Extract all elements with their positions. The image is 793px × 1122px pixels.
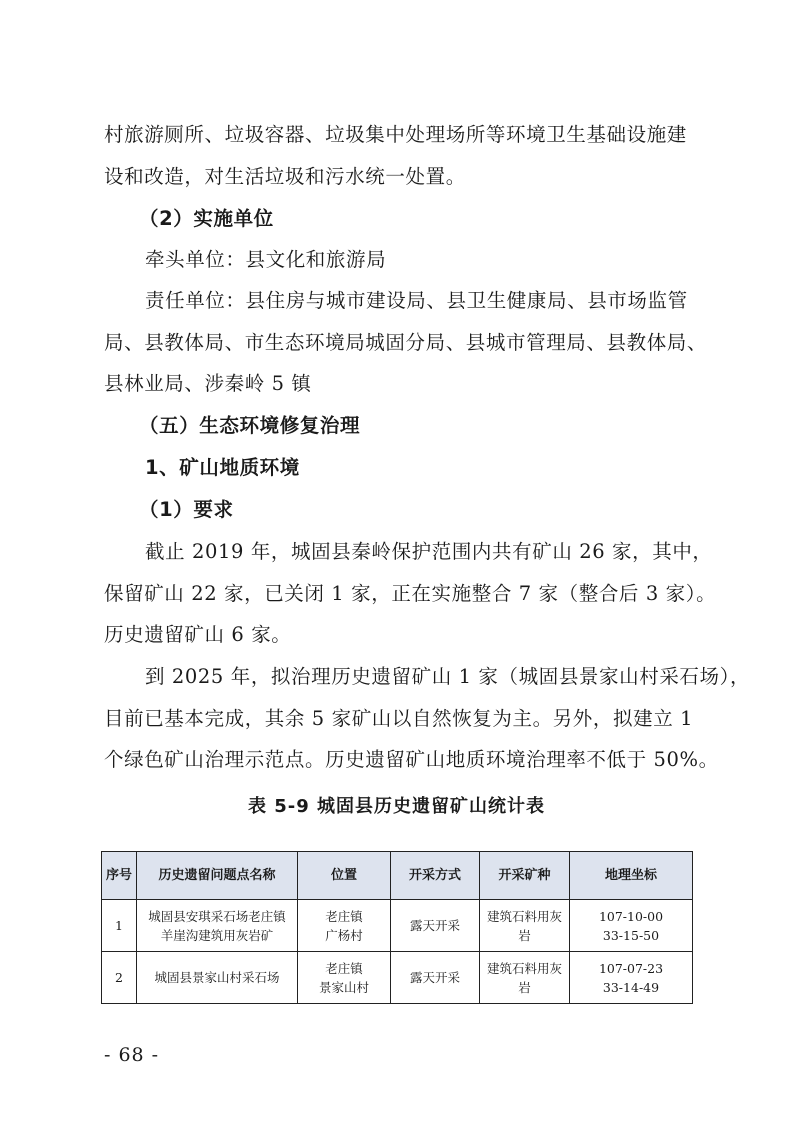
historic-mines-table [101,851,693,1004]
cell-coordinate-line: 33-14-49 [602,979,660,995]
column-header-mineral: 开采矿种 [480,852,570,900]
cell-name-line: 羊崖沟建筑用灰岩矿 [160,927,274,943]
section-heading-ecological-restoration: （五）生态环境修复治理 [139,414,361,437]
cell-name [137,952,298,1004]
cell-coordinate-line: 33-15-50 [602,927,660,943]
cell-name-line: 城固县景家山村采石场 [154,970,280,985]
cell-mineral [480,900,570,952]
column-header-name: 历史遗留问题点名称 [137,852,298,900]
subheading-implementation-units: （2）实施单位 [139,207,274,230]
cell-name-line: 城固县安琪采石场老庄镇 [148,908,286,924]
cell-location-line: 景家山村 [318,979,369,995]
subheading-requirements: （1）要求 [139,498,234,521]
cell-mineral-line: 岩 [518,979,531,995]
responsible-units-line: 县林业局、涉秦岭 5 镇 [104,372,312,395]
paragraph-line: 村旅游厕所、垃圾容器、垃圾集中处理场所等环境卫生基础设施建 [104,123,687,146]
column-header-location: 位置 [298,852,391,900]
lead-unit-text: 牵头单位：县文化和旅游局 [145,248,387,271]
cell-number: 2 [102,952,137,1004]
goal-line: 到 2025 年，拟治理历史遗留矿山 1 家（城固县景家山村采石场）， [145,665,751,688]
goal-line: 个绿色矿山治理示范点。历史遗留矿山地质环境治理率不低于 50%。 [104,748,719,771]
page-number: - 68 - [104,1044,160,1066]
responsible-units-line: 责任单位：县住房与城市建设局、县卫生健康局、县市场监管 [145,289,688,312]
cell-number: 1 [102,900,137,952]
table-row [102,900,693,952]
cell-location-line: 广杨村 [325,927,363,943]
cell-coordinate-line: 107-07-23 [598,960,664,976]
cell-method: 露天开采 [391,952,480,1004]
table-header-row [102,852,693,900]
cell-mineral-line: 建筑石料用灰 [486,960,562,976]
goal-line: 目前已基本完成，其余 5 家矿山以自然恢复为主。另外，拟建立 1 [104,707,694,730]
cell-coordinates [570,900,693,952]
cell-location [298,900,391,952]
column-header-number: 序号 [102,852,137,900]
cell-location-line: 老庄镇 [325,908,363,924]
cell-mineral-line: 建筑石料用灰 [486,908,562,924]
table-row [102,952,693,1004]
subsection-heading-mine-geology: 1、矿山地质环境 [145,456,300,479]
cell-coordinates [570,952,693,1004]
responsible-units-line: 局、县教体局、市生态环境局城固分局、县城市管理局、县教体局、 [104,331,708,354]
cell-location [298,952,391,1004]
requirements-line: 保留矿山 22 家，已关闭 1 家，正在实施整合 7 家（整合后 3 家）。 [104,582,717,605]
table-caption: 表 5-9 城固县历史遗留矿山统计表 [247,796,546,817]
paragraph-line: 设和改造，对生活垃圾和污水统一处置。 [104,165,466,188]
requirements-line: 截止 2019 年，城固县秦岭保护范围内共有矿山 26 家，其中， [145,540,713,563]
cell-location-line: 老庄镇 [325,960,363,976]
cell-mineral [480,952,570,1004]
column-header-coordinates: 地理坐标 [570,852,693,900]
cell-method: 露天开采 [391,900,480,952]
cell-mineral-line: 岩 [518,927,531,943]
cell-name [137,900,298,952]
requirements-line: 历史遗留矿山 6 家。 [104,623,292,646]
column-header-method: 开采方式 [391,852,480,900]
cell-coordinate-line: 107-10-00 [598,908,664,924]
